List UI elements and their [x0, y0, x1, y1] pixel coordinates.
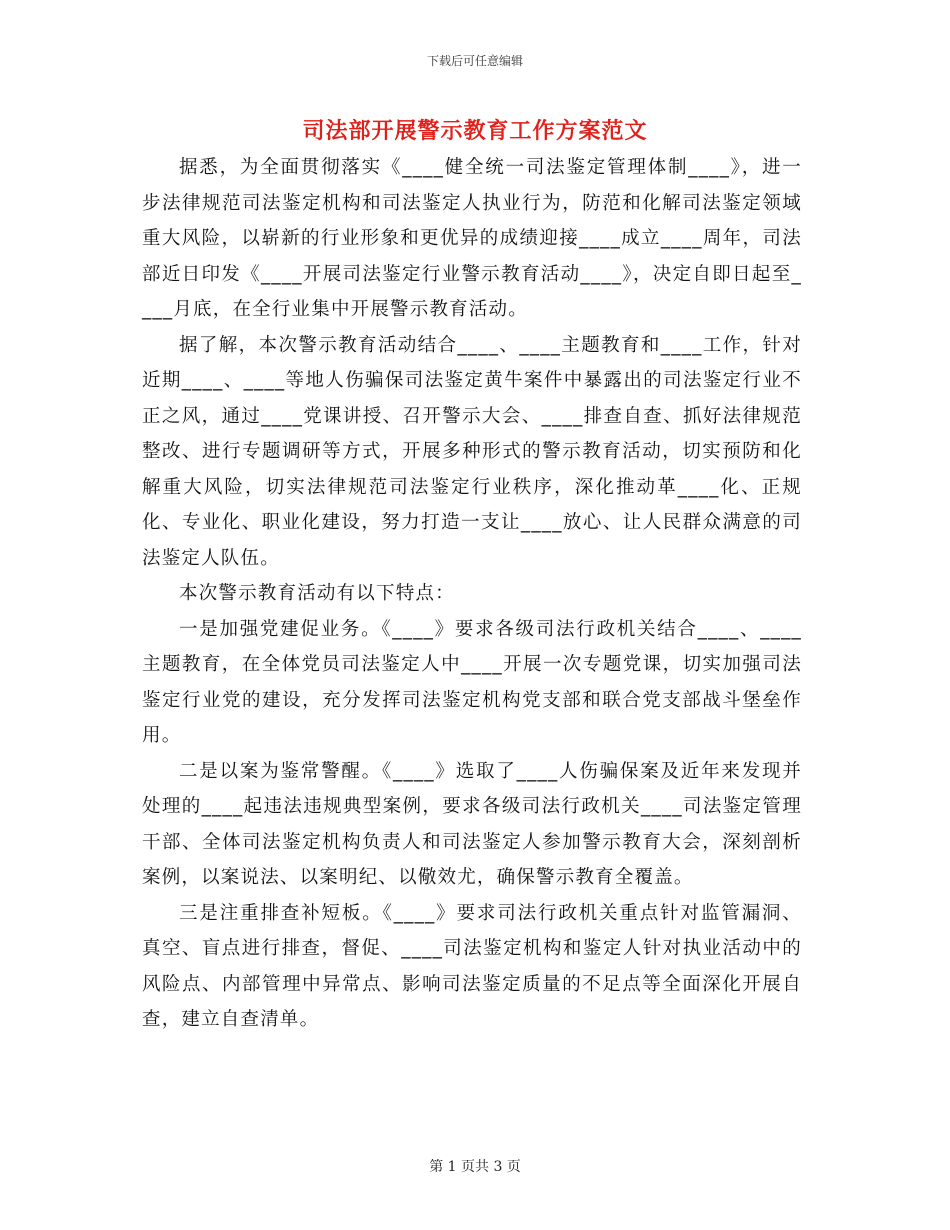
page-number: 第 1 页共 3 页: [429, 1159, 521, 1175]
document-title: 司法部开展警示教育工作方案范文: [302, 119, 648, 144]
paragraph-5: 二是以案为鉴常警醒。《____》选取了____人伤骗保案及近年来发现并处理的____起违法违规典型案例，要求各级司法行政机关____司法鉴定管理干部、全体司法鉴定机构负责人和司法鉴定人参加警示教育大会，深刻剖析案例，以案说法、以案明纪、以儆效尤，确保警示教育全覆盖。: [142, 760, 802, 888]
paragraph-4: 一是加强党建促业务。《____》要求各级司法行政机关结合____、____主题教育，在全体党员司法鉴定人中____开展一次专题党课，切实加强司法鉴定行业党的建设，充分发挥司法鉴定机构党支部和联合党支部战斗堡垒作用。: [142, 618, 802, 746]
document-body: [142, 150, 802, 1038]
paragraph-6: 三是注重排查补短板。《____》要求司法行政机关重点针对监管漏洞、真空、盲点进行排查，督促、____司法鉴定机构和鉴定人针对执业活动中的风险点、内部管理中异常点、影响司法鉴定质量的不足点等全面深化开展自查，建立自查清单。: [142, 902, 802, 1030]
paragraph-2: 据了解，本次警示教育活动结合____、____主题教育和____工作，针对近期____、____等地人伤骗保司法鉴定黄牛案件中暴露出的司法鉴定行业不正之风，通过____党课讲授、召开警示大会、____排查自查、抓好法律规范整改、进行专题调研等方式，开展多种形式的警示教育活动，切实预防和化解重大风险，切实法律规范司法鉴定行业秩序，深化推动革____化、正规化、专业化、职业化建设，努力打造一支让____放心、让人民群众满意的司法鉴定人队伍。: [142, 334, 802, 569]
paragraph-1: 据悉，为全面贯彻落实《____健全统一司法鉴定管理体制____》，进一步法律规范司法鉴定机构和司法鉴定人执业行为，防范和化解司法鉴定领域重大风险，以崭新的行业形象和更优异的成绩迎接____成立____周年，司法部近日印发《____开展司法鉴定行业警示教育活动____》，决定自即日起至____月底，在全行业集中开展警示教育活动。: [142, 157, 802, 320]
page-header-note: 下载后可任意编辑: [426, 54, 523, 68]
paragraph-3: 本次警示教育活动有以下特点：: [179, 583, 455, 604]
